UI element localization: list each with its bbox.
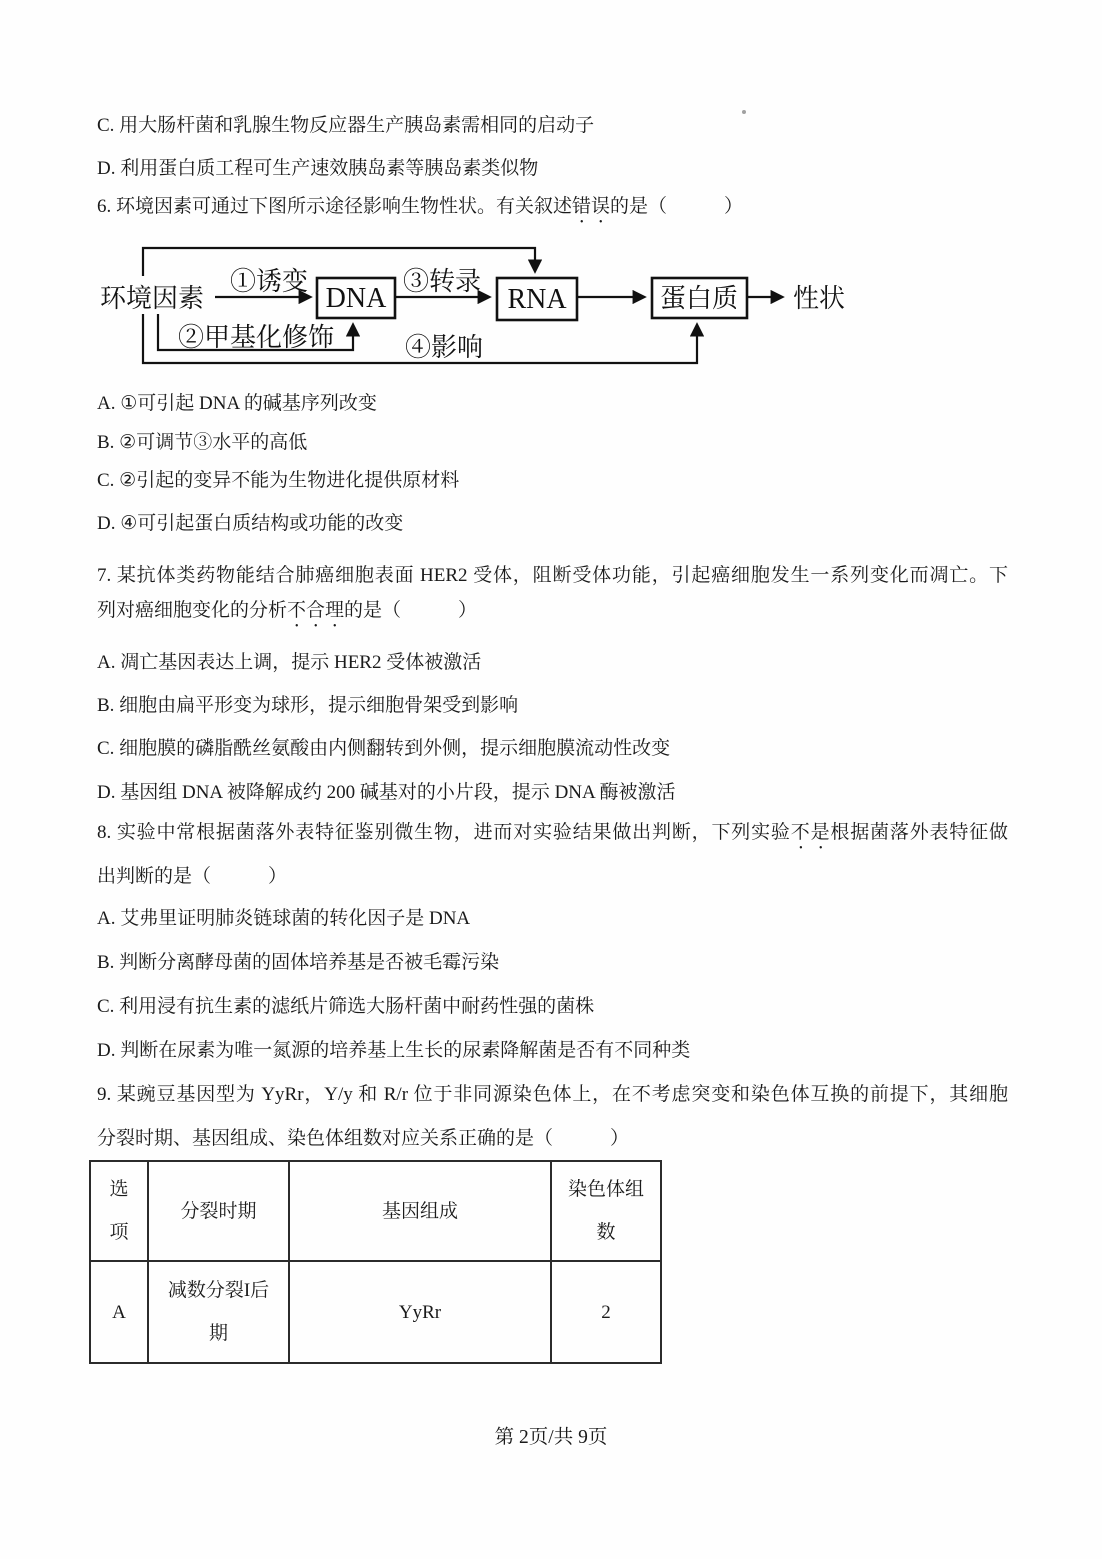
text-line (97, 650, 1008, 675)
text-run: A. ①可引起 DNA 的碱基序列改变 (97, 393, 377, 414)
text-run: 根据菌落外表特征做 (830, 822, 1008, 843)
text-run: B. ②可调节③水平的高低 (97, 432, 308, 453)
influence-label: ④影响 (405, 333, 484, 362)
emphasized-text: 不合理 (287, 600, 345, 621)
text-run: C. 利用浸有抗生素的滤纸片筛选大肠杆菌中耐药性强的菌株 (97, 996, 595, 1017)
text-run: 7. 某抗体类药物能结合肺癌细胞表面 HER2 受体，阻断受体功能，引起癌细胞发生一系列变化而凋亡。下 (97, 565, 1008, 586)
header-chromosome: 染色体组数 (551, 1161, 661, 1261)
mutagenesis-label: ①诱变 (230, 267, 309, 296)
text-run: D. ④可引起蛋白质结构或功能的改变 (97, 513, 404, 534)
text-run: 列对癌细胞变化的分析 (97, 600, 288, 621)
rna-label: RNA (507, 284, 567, 315)
text-line (97, 598, 1008, 632)
text-run: 出判断的是（ ） (97, 866, 288, 887)
text-run: C. 用大肠杆菌和乳腺生物反应器生产胰岛素需相同的启动子 (97, 115, 595, 136)
text-line (97, 820, 1008, 854)
protein-label: 蛋白质 (659, 284, 739, 313)
trait-label: 性状 (793, 284, 846, 313)
header-phase: 分裂时期 (148, 1161, 289, 1261)
text-line (97, 563, 1008, 588)
text-line (97, 156, 1008, 181)
cell-phase: 减数分裂I后期 (148, 1261, 289, 1363)
text-run: 6. 环境因素可通过下图所示途径影响生物性状。有关叙述 (97, 196, 573, 217)
header-option: 选项 (90, 1161, 148, 1261)
text-line (97, 906, 1008, 931)
text-run: B. 细胞由扁平形变为球形，提示细胞骨架受到影响 (97, 695, 519, 716)
text-line (97, 113, 1008, 138)
text-run: 9. 某豌豆基因型为 YyRr，Y/y 和 R/r 位于非同源染色体上，在不考虑突变和染色体互换的前提下，其细胞 (97, 1084, 1008, 1105)
text-run: B. 判断分离酵母菌的固体培养基是否被毛霉污染 (97, 952, 500, 973)
text-run: D. 利用蛋白质工程可生产速效胰岛素等胰岛素类似物 (97, 158, 539, 179)
text-line (97, 1082, 1008, 1107)
text-line (97, 430, 1008, 455)
cell-chromosome: 2 (551, 1261, 661, 1363)
text-run: C. 细胞膜的磷脂酰丝氨酸由内侧翻转到外侧，提示细胞膜流动性改变 (97, 738, 671, 759)
scan-artifact-dot (742, 110, 746, 114)
text-line (97, 511, 1008, 536)
methylation-label: ②甲基化修饰 (178, 323, 335, 352)
text-run: A. 凋亡基因表达上调，提示 HER2 受体被激活 (97, 652, 482, 673)
text-run: D. 判断在尿素为唯一氮源的培养基上生长的尿素降解菌是否有不同种类 (97, 1040, 691, 1061)
table-row (90, 1261, 661, 1363)
q9-options-table (89, 1160, 662, 1364)
cell-option: A (90, 1261, 148, 1363)
text-line (97, 864, 1008, 889)
table-header-row (90, 1161, 661, 1261)
text-run: 的是（ ） (344, 600, 478, 621)
text-line (97, 780, 1008, 805)
text-line (97, 468, 1008, 493)
text-run: C. ②引起的变异不能为生物进化提供原材料 (97, 470, 460, 491)
header-genotype: 基因组成 (289, 1161, 551, 1261)
cell-genotype: YyRr (289, 1261, 551, 1363)
text-line (97, 693, 1008, 718)
text-run: A. 艾弗里证明肺炎链球菌的转化因子是 DNA (97, 908, 471, 929)
transcription-label: ③转录 (403, 267, 482, 296)
text-run: 8. 实验中常根据菌落外表特征鉴别微生物，进而对实验结果做出判断，下列实验 (97, 822, 791, 843)
env-label: 环境因素 (100, 284, 205, 313)
text-line (97, 391, 1008, 416)
text-run: 分裂时期、基因组成、染色体组数对应关系正确的是（ ） (97, 1128, 630, 1149)
text-line (97, 1038, 1008, 1063)
pathway-diagram (98, 240, 863, 377)
text-line (97, 1126, 1008, 1151)
text-run: D. 基因组 DNA 被降解成约 200 碱基对的小片段，提示 DNA 酶被激活 (97, 782, 676, 803)
text-line (97, 736, 1008, 761)
emphasized-text: 错误 (572, 196, 611, 217)
text-run: 的是（ ） (610, 196, 744, 217)
text-line (97, 994, 1008, 1019)
text-line (97, 194, 1008, 228)
page-number: 第 2页/共 9页 (494, 1427, 608, 1448)
text-line (97, 950, 1008, 975)
emphasized-text: 不是 (790, 822, 831, 843)
dna-label: DNA (325, 283, 387, 314)
